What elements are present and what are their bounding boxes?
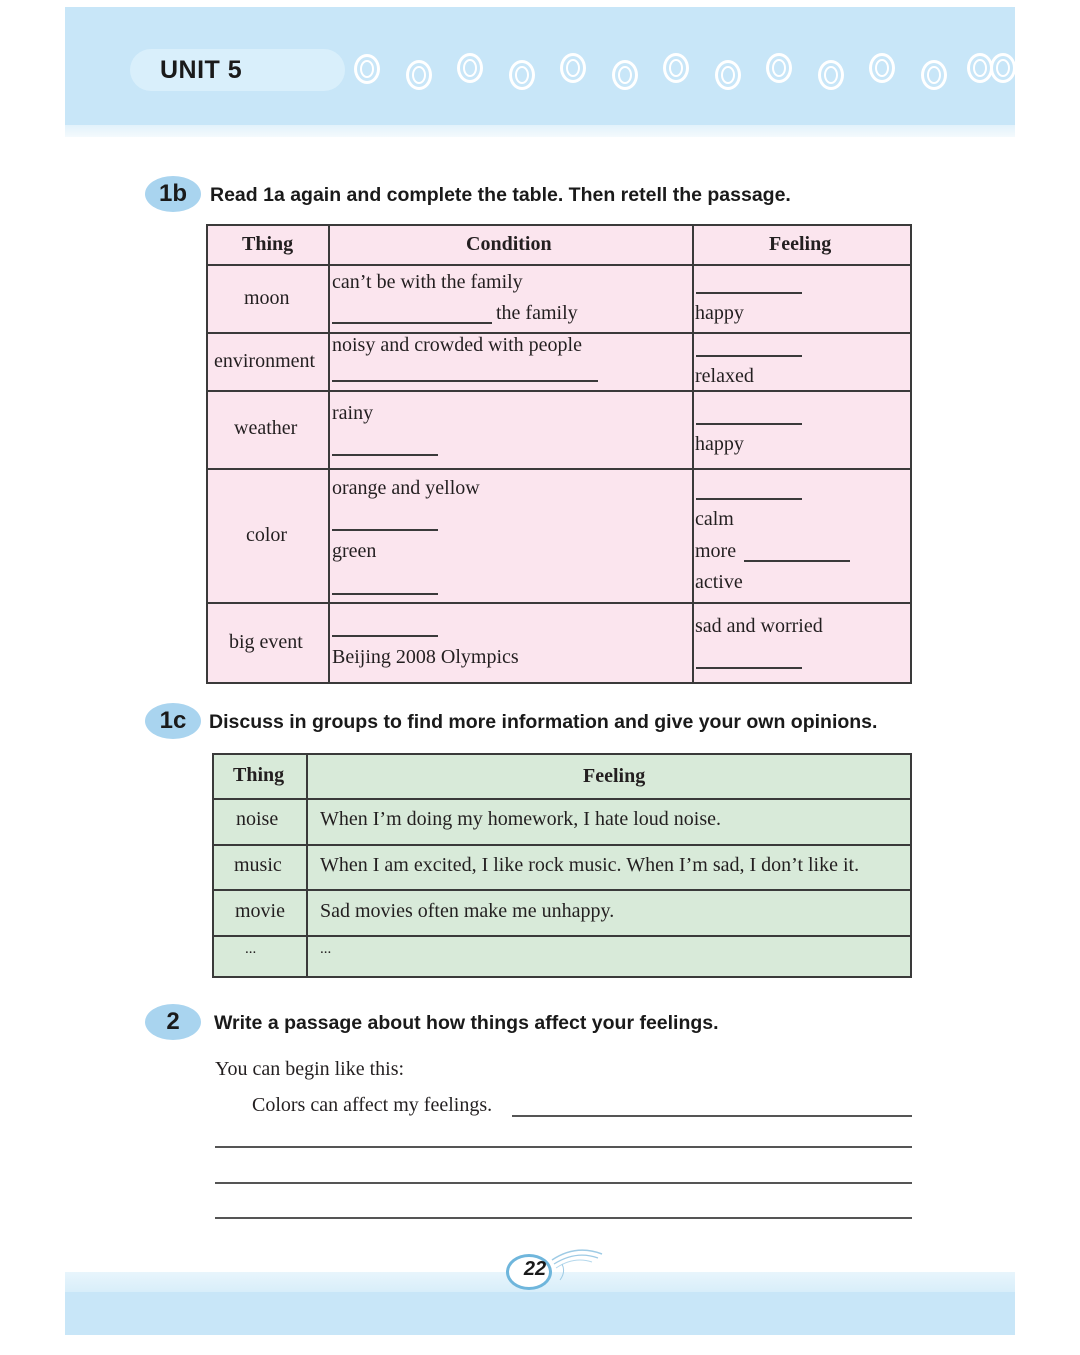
answer-blank[interactable] <box>332 635 438 637</box>
ring-icon <box>509 60 535 90</box>
feeling-text: happy <box>695 433 744 455</box>
ring-icon <box>766 53 792 83</box>
column-header-thing: Thing <box>242 233 294 255</box>
condition-text: rainy <box>332 402 374 424</box>
feeling-text: When I am excited, I like rock music. When I’m sad, I don’t like it. <box>320 854 860 876</box>
header-strip <box>65 125 1015 137</box>
instruction-2: Write a passage about how things affect your feelings. <box>214 1012 719 1034</box>
answer-blank[interactable] <box>696 498 802 500</box>
thing-noise: noise <box>236 808 279 830</box>
answer-blank[interactable] <box>332 380 598 382</box>
answer-blank[interactable] <box>696 667 802 669</box>
answer-blank[interactable] <box>696 355 802 357</box>
badge-1c: 1c <box>145 703 201 739</box>
column-divider <box>328 226 330 682</box>
feeling-text: happy <box>695 302 744 324</box>
row-divider <box>208 264 910 266</box>
table-1b <box>206 224 912 684</box>
thing-movie: movie <box>235 900 285 922</box>
badge-2: 2 <box>145 1004 201 1040</box>
answer-blank[interactable] <box>332 529 438 531</box>
writing-line[interactable] <box>215 1217 912 1219</box>
decorative-rings <box>350 52 1015 94</box>
unit-title: UNIT 5 <box>160 56 243 84</box>
ring-icon <box>457 53 483 83</box>
row-divider <box>208 468 910 470</box>
condition-text: can’t be with the family <box>332 271 523 293</box>
ring-icon <box>715 60 741 90</box>
writing-line[interactable] <box>215 1146 912 1148</box>
ring-icon <box>406 60 432 90</box>
answer-blank[interactable] <box>696 423 802 425</box>
starter-sentence: Colors can affect my feelings. <box>252 1094 493 1116</box>
ring-icon <box>612 60 638 90</box>
feeling-more: ... <box>320 941 332 957</box>
instruction-1c: Discuss in groups to find more information and give your own opinions. <box>209 711 878 733</box>
thing-weather: weather <box>234 417 298 439</box>
ring-icon <box>663 53 689 83</box>
ring-icon <box>818 60 844 90</box>
feeling-text: sad and worried <box>695 615 823 637</box>
answer-blank[interactable] <box>696 292 802 294</box>
column-divider <box>306 755 308 976</box>
writing-line[interactable] <box>512 1115 912 1117</box>
feeling-text: more <box>695 540 737 562</box>
answer-blank[interactable] <box>332 322 492 324</box>
column-header-thing: Thing <box>233 764 285 786</box>
feeling-text: Sad movies often make me unhappy. <box>320 900 615 922</box>
thing-more: ... <box>245 941 257 957</box>
feeling-text: calm <box>695 508 734 530</box>
column-header-feeling: Feeling <box>769 233 832 255</box>
condition-text: the family <box>496 302 578 324</box>
feeling-text: When I’m doing my homework, I hate loud noise. <box>320 808 722 830</box>
ring-icon <box>921 60 947 90</box>
row-divider <box>214 844 910 846</box>
instruction-1b: Read 1a again and complete the table. Then retell the passage. <box>210 184 791 206</box>
prompt-text: You can begin like this: <box>215 1058 405 1080</box>
thing-music: music <box>234 854 282 876</box>
feeling-text: relaxed <box>695 365 754 387</box>
ring-icon <box>869 53 895 83</box>
ring-icon <box>990 53 1015 83</box>
table-1c <box>212 753 912 978</box>
row-divider <box>208 602 910 604</box>
condition-text: Beijing 2008 Olympics <box>332 646 519 668</box>
row-divider <box>214 798 910 800</box>
badge-1b: 1b <box>145 176 201 212</box>
answer-blank[interactable] <box>332 454 438 456</box>
condition-text: green <box>332 540 377 562</box>
ring-icon <box>560 53 586 83</box>
footer-band <box>65 1292 1015 1335</box>
page-number: 22 <box>523 1258 547 1280</box>
condition-text: orange and yellow <box>332 477 480 499</box>
answer-blank[interactable] <box>332 593 438 595</box>
writing-line[interactable] <box>215 1182 912 1184</box>
row-divider <box>214 889 910 891</box>
row-divider <box>208 390 910 392</box>
feeling-text: active <box>695 571 743 593</box>
thing-big-event: big event <box>229 631 303 653</box>
thing-color: color <box>246 524 288 546</box>
condition-text: noisy and crowded with people <box>332 334 582 356</box>
column-header-feeling: Feeling <box>583 765 646 787</box>
thing-environment: environment <box>214 350 316 372</box>
column-header-condition: Condition <box>466 233 552 255</box>
answer-blank[interactable] <box>744 560 850 562</box>
column-divider <box>692 226 694 682</box>
row-divider <box>214 935 910 937</box>
thing-moon: moon <box>244 287 290 309</box>
ring-icon <box>354 54 380 84</box>
